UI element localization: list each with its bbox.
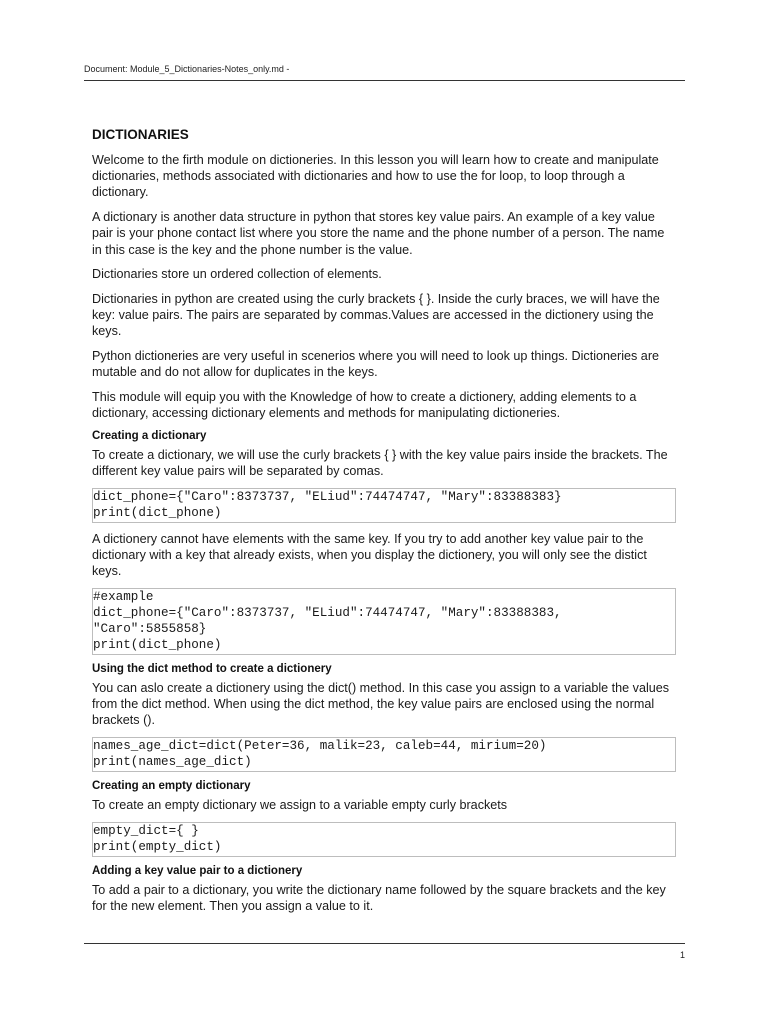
page-footer — [84, 943, 685, 960]
section-heading-adding: Adding a key value pair to a dictionery — [92, 864, 303, 877]
section-heading-empty: Creating an empty dictionary — [92, 779, 251, 792]
code-block-dict-method: names_age_dict=dict(Peter=36, malik=23, caleb=44, mirium=20) print(names_age_dict) — [92, 737, 676, 772]
intro-paragraph-4: Dictionaries in python are created using the curly brackets { }. Inside the curly braces, we will have the key: value pairs. The pairs are separated by commas.Values are accessed in the dictionery using the keys. — [92, 291, 660, 339]
intro-paragraph-5: Python dictioneries are very useful in scenerios where you will need to look up things. Dictioneries are mutable and do not allow for duplicates in the keys. — [92, 349, 660, 380]
code-block-dict-phone: dict_phone={"Caro":8373737, "ELiud":74474747, "Mary":83388383} print(dict_phone) — [92, 488, 676, 523]
empty-paragraph: To create an empty dictionary we assign to a variable empty curly brackets — [92, 797, 508, 812]
document-label: Document: Module_5_Dictionaries-Notes_only.md - — [84, 64, 290, 74]
creating-paragraph-1: To create a dictionary, we will use the curly brackets { } with the key value pairs inside the brackets. The different key value pairs will be separated by comas. — [92, 447, 668, 479]
intro-paragraph-2: A dictionary is another data structure in python that stores key value pairs. An example of a key value pair is your phone contact list where you store the name and the phone number of a person. The name in this case is the key and the phone number is the value. — [92, 210, 665, 257]
intro-paragraph-1: Welcome to the firth module on dictioneries. In this lesson you will learn how to create and manipulate dictionaries, methods associated with dictionaries and how to use the for loop, to loop through a dictionary. — [92, 153, 659, 200]
adding-paragraph: To add a pair to a dictionary, you write the dictionary name followed by the square brackets and the key for the new element. Then you assign a value to it. — [92, 882, 666, 913]
creating-paragraph-2: A dictionery cannot have elements with the same key. If you try to add another key value pair to the dictionary with a key that already exists, when you display the dictionery, you will only see the distict keys. — [92, 531, 647, 579]
document-title: DICTIONARIES — [92, 127, 189, 142]
page-header — [84, 64, 685, 81]
section-heading-dict-method: Using the dict method to create a dictionery — [92, 662, 332, 675]
intro-paragraph-6: This module will equip you with the Knowledge of how to create a dictionery, adding elements to a dictionary, accessing dictionary elements and methods for manipulating dictioneries. — [92, 389, 637, 421]
intro-paragraph-3: Dictionaries store un ordered collection of elements. — [92, 267, 382, 282]
code-block-empty-dict: empty_dict={ } print(empty_dict) — [92, 822, 676, 857]
document-body — [92, 127, 676, 923]
page-number: 1 — [679, 950, 685, 960]
section-heading-creating: Creating a dictionary — [92, 429, 207, 442]
dict-method-paragraph: You can aslo create a dictionery using the dict() method. In this case you assign to a variable the values from the dict method. When using the dict method, the key value pairs are enclosed using the normal brackets (). — [92, 680, 670, 728]
code-block-duplicate-key: #example dict_phone={"Caro":8373737, "ELiud":74474747, "Mary":83388383, "Caro":5855858} print(dict_phone) — [92, 588, 676, 655]
